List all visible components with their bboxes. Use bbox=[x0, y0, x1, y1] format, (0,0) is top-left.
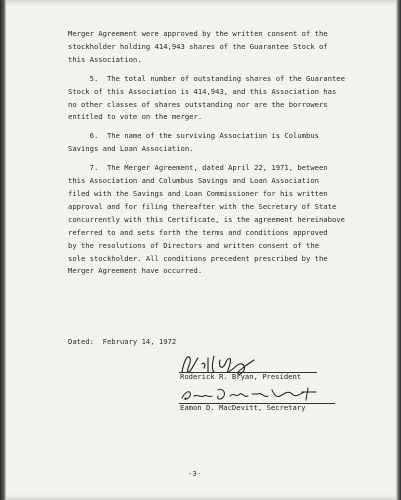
president-name: Roderick R. Bryan, President bbox=[180, 372, 302, 381]
paragraph-7-merger-agreement bbox=[68, 162, 386, 278]
document-body bbox=[68, 28, 386, 284]
text-line: Merger Agreement have occurred. bbox=[68, 266, 203, 276]
text-line: Stock of this Association is 414,943, and this Association has bbox=[68, 86, 337, 96]
secretary-name: Eamon D. MacDevitt, Secretary bbox=[180, 403, 306, 412]
text-line: Savings and Loan Association. bbox=[68, 144, 194, 154]
scan-edge-right bbox=[396, 0, 401, 500]
scan-edge-left bbox=[0, 0, 6, 500]
paragraph-5-outstanding-shares bbox=[68, 73, 386, 125]
text-line: stockholder holding 414,943 shares of the Guarantee Stock of bbox=[68, 41, 328, 51]
text-line: 6. The name of the surviving Association is Columbus bbox=[68, 131, 319, 141]
text-line: 5. The total number of outstanding shares of the Guarantee bbox=[68, 73, 345, 83]
text-line: entitled to vote on the merger. bbox=[68, 112, 203, 122]
text-line: by the resolutions of Directors and written consent of the bbox=[68, 240, 319, 250]
text-line: referred to and sets forth the terms and conditions approved bbox=[68, 227, 328, 237]
text-line: this Association. bbox=[68, 54, 142, 64]
text-line: this Association and Columbus Savings and Loan Association bbox=[68, 176, 319, 186]
paragraph-stock-approval bbox=[68, 28, 386, 67]
paragraph-6-surviving-association bbox=[68, 130, 386, 156]
text-line: filed with the Savings and Loan Commissioner for his written bbox=[68, 188, 328, 198]
text-line: 7. The Merger Agreement, dated April 22, 1971, between bbox=[68, 163, 328, 173]
text-line: concurrently with this Certificate, is the agreement hereinabove bbox=[68, 214, 345, 224]
text-line: Merger Agreement were approved by the written consent of the bbox=[68, 29, 328, 38]
text-line: no other classes of shares outstanding nor are the borrowers bbox=[68, 99, 328, 109]
text-line: approval and for filing thereafter with the Secretary of State bbox=[68, 201, 337, 211]
text-line: sole stockholder. All conditions precedent prescribed by the bbox=[68, 253, 328, 263]
page-number: -3- bbox=[188, 469, 201, 478]
dated-line: Dated: February 14, 1972 bbox=[68, 337, 177, 346]
